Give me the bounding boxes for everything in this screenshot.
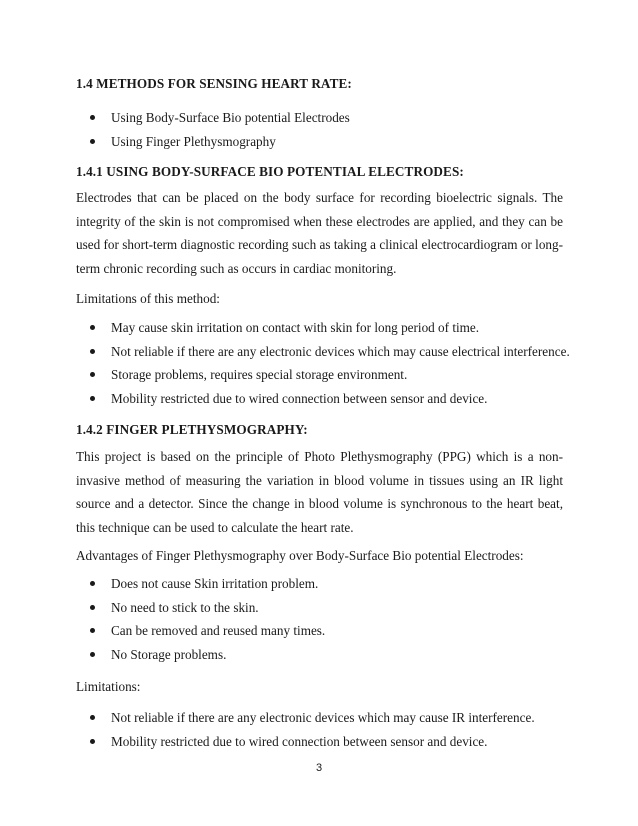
list-item [90,363,570,387]
bullet-icon [90,715,95,720]
advantages-label: Advantages of Finger Plethysmography over Body-Surface Bio potential Electrodes: [76,548,524,563]
bullet-icon [90,139,95,144]
bullet-icon [90,652,95,657]
list-item-text: Not reliable if there are any electronic devices which may cause IR interference. [111,710,535,725]
list-item [90,130,350,154]
list-item [90,596,325,620]
page-number: 3 [315,762,323,774]
bullet-icon [90,581,95,586]
section-heading-1-4-2: 1.4.2 FINGER PLETHYSMOGRAPHY: [76,422,308,437]
list-item [90,316,570,340]
list-item-text: Using Body-Surface Bio potential Electrodes [111,110,350,125]
bullet-icon [90,325,95,330]
list-item-text: Does not cause Skin irritation problem. [111,576,319,591]
section-heading-1-4: 1.4 METHODS FOR SENSING HEART RATE: [76,76,352,91]
list-item-text: No Storage problems. [111,646,227,662]
methods-list [90,106,350,153]
list-item [90,340,570,364]
bullet-icon [90,739,95,744]
bullet-icon [90,628,95,633]
list-item-text: Mobility restricted due to wired connection between sensor and device. [111,733,488,749]
list-item-text: No need to stick to the skin. [111,599,259,615]
limitations-list [90,316,570,410]
list-item [90,619,325,643]
list-item [90,730,535,754]
list-item [90,706,535,730]
list-item-text: Mobility restricted due to wired connection between sensor and device. [111,390,488,406]
list-item-text: Not reliable if there are any electronic devices which may cause electrical interference. [111,343,570,359]
list-item-text: Can be removed and reused many times. [111,623,326,638]
section-heading-1-4-1: 1.4.1 USING BODY-SURFACE BIO POTENTIAL ELECTRODES: [76,164,464,179]
list-item-text: May cause skin irritation on contact with skin for long period of time. [111,320,480,335]
list-item [90,387,570,411]
advantages-list [90,572,325,666]
section-1-4-1-paragraph: Electrodes that can be placed on the body surface for recording bioelectric signals. The integrity of the skin is not compromised when these electrodes are applied, and they can be used for short-term diagnostic recording such as taking a clinical electrocardiogram or long-term chronic recording such as occurs in cardiac monitoring. [76,190,563,276]
section-1-4-2-paragraph: This project is based on the principle of Photo Plethysmography (PPG) which is a non-invasive method of measuring the variation in blood volume in tissues using an IR light source and a detector. Since the change in blood volume is synchronous to the heart beat, this technique can be used to calculate the heart rate. [76,449,563,535]
list-item-text: Using Finger Plethysmography [111,133,276,149]
bullet-icon [90,349,95,354]
limitations-label-2: Limitations: [76,679,141,694]
limitations-label: Limitations of this method: [76,291,220,306]
list-item [90,572,325,596]
bullet-icon [90,372,95,377]
limitations-list-2 [90,706,535,753]
list-item [90,106,350,130]
list-item-text: Storage problems, requires special storage environment. [111,367,408,382]
bullet-icon [90,115,95,120]
bullet-icon [90,396,95,401]
list-item [90,643,325,667]
bullet-icon [90,605,95,610]
